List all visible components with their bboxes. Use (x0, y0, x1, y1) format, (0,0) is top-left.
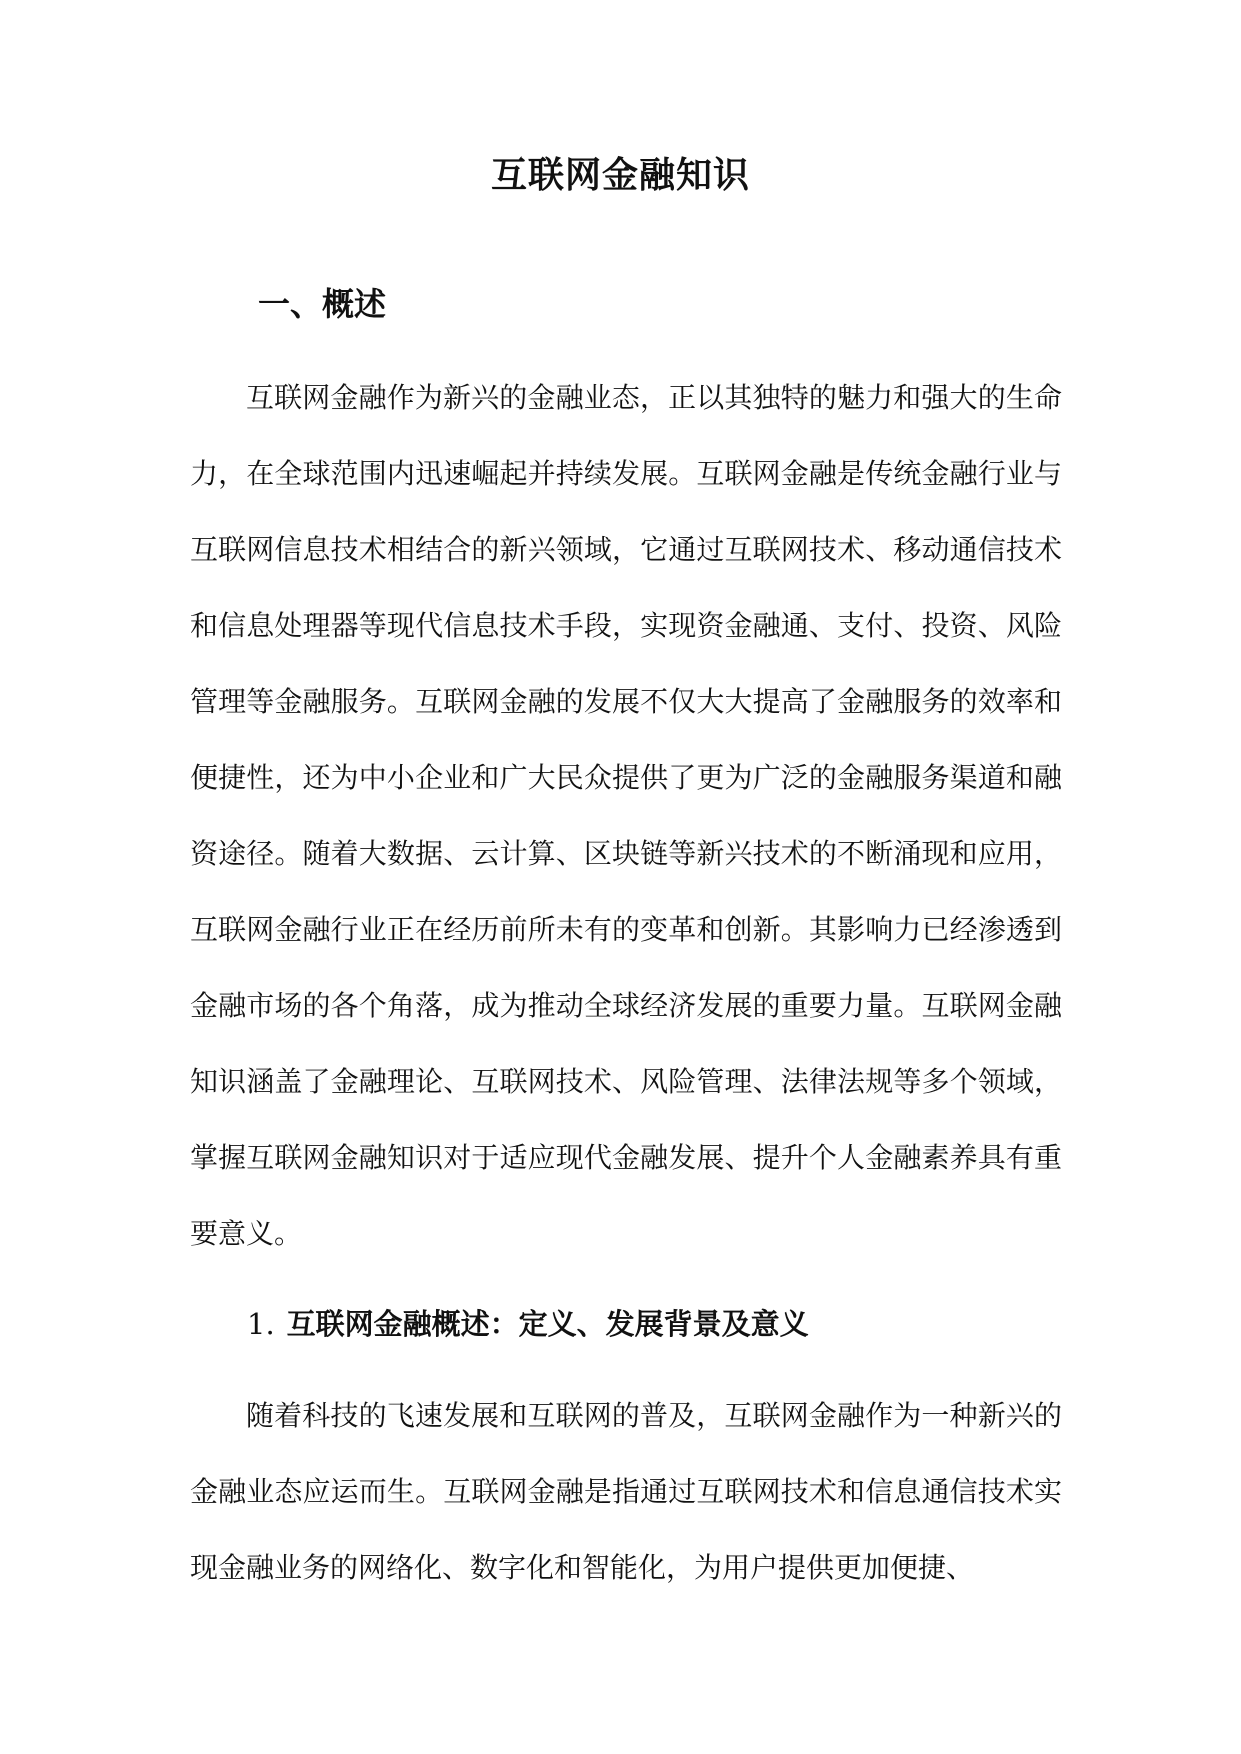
definition-paragraph: 随着科技的飞速发展和互联网的普及，互联网金融作为一种新兴的金融业态应运而生。互联网金融是指通过互联网技术和信息通信技术实现金融业务的网络化、数字化和智能化，为用户提供更加便捷、 (190, 1399, 1062, 1584)
subsection-number: 1. (247, 1307, 275, 1341)
subsection-heading (247, 1300, 809, 1348)
overview-paragraph: 互联网金融作为新兴的金融业态，正以其独特的魅力和强大的生命力，在全球范围内迅速崛起并持续发展。互联网金融是传统金融行业与互联网信息技术相结合的新兴领域，它通过互联网技术、移动通信技术和信息处理器等现代信息技术手段，实现资金融通、支付、投资、风险管理等金融服务。互联网金融的发展不仅大大提高了金融服务的效率和便捷性，还为中小企业和广大民众提供了更为广泛的金融服务渠道和融资途径。随着大数据、云计算、区块链等新兴技术的不断涌现和应用，互联网金融行业正在经历前所未有的变革和创新。其影响力已经渗透到金融市场的各个角落，成为推动全球经济发展的重要力量。互联网金融知识涵盖了金融理论、互联网技术、风险管理、法律法规等多个领域，掌握互联网金融知识对于适应现代金融发展、提升个人金融素养具有重要意义。 (190, 381, 1062, 1250)
section-heading-overview: 一、概述 (258, 285, 387, 323)
subsection-title: 互联网金融概述：定义、发展背景及意义 (286, 1307, 809, 1341)
document-title: 互联网金融知识 (490, 154, 750, 196)
